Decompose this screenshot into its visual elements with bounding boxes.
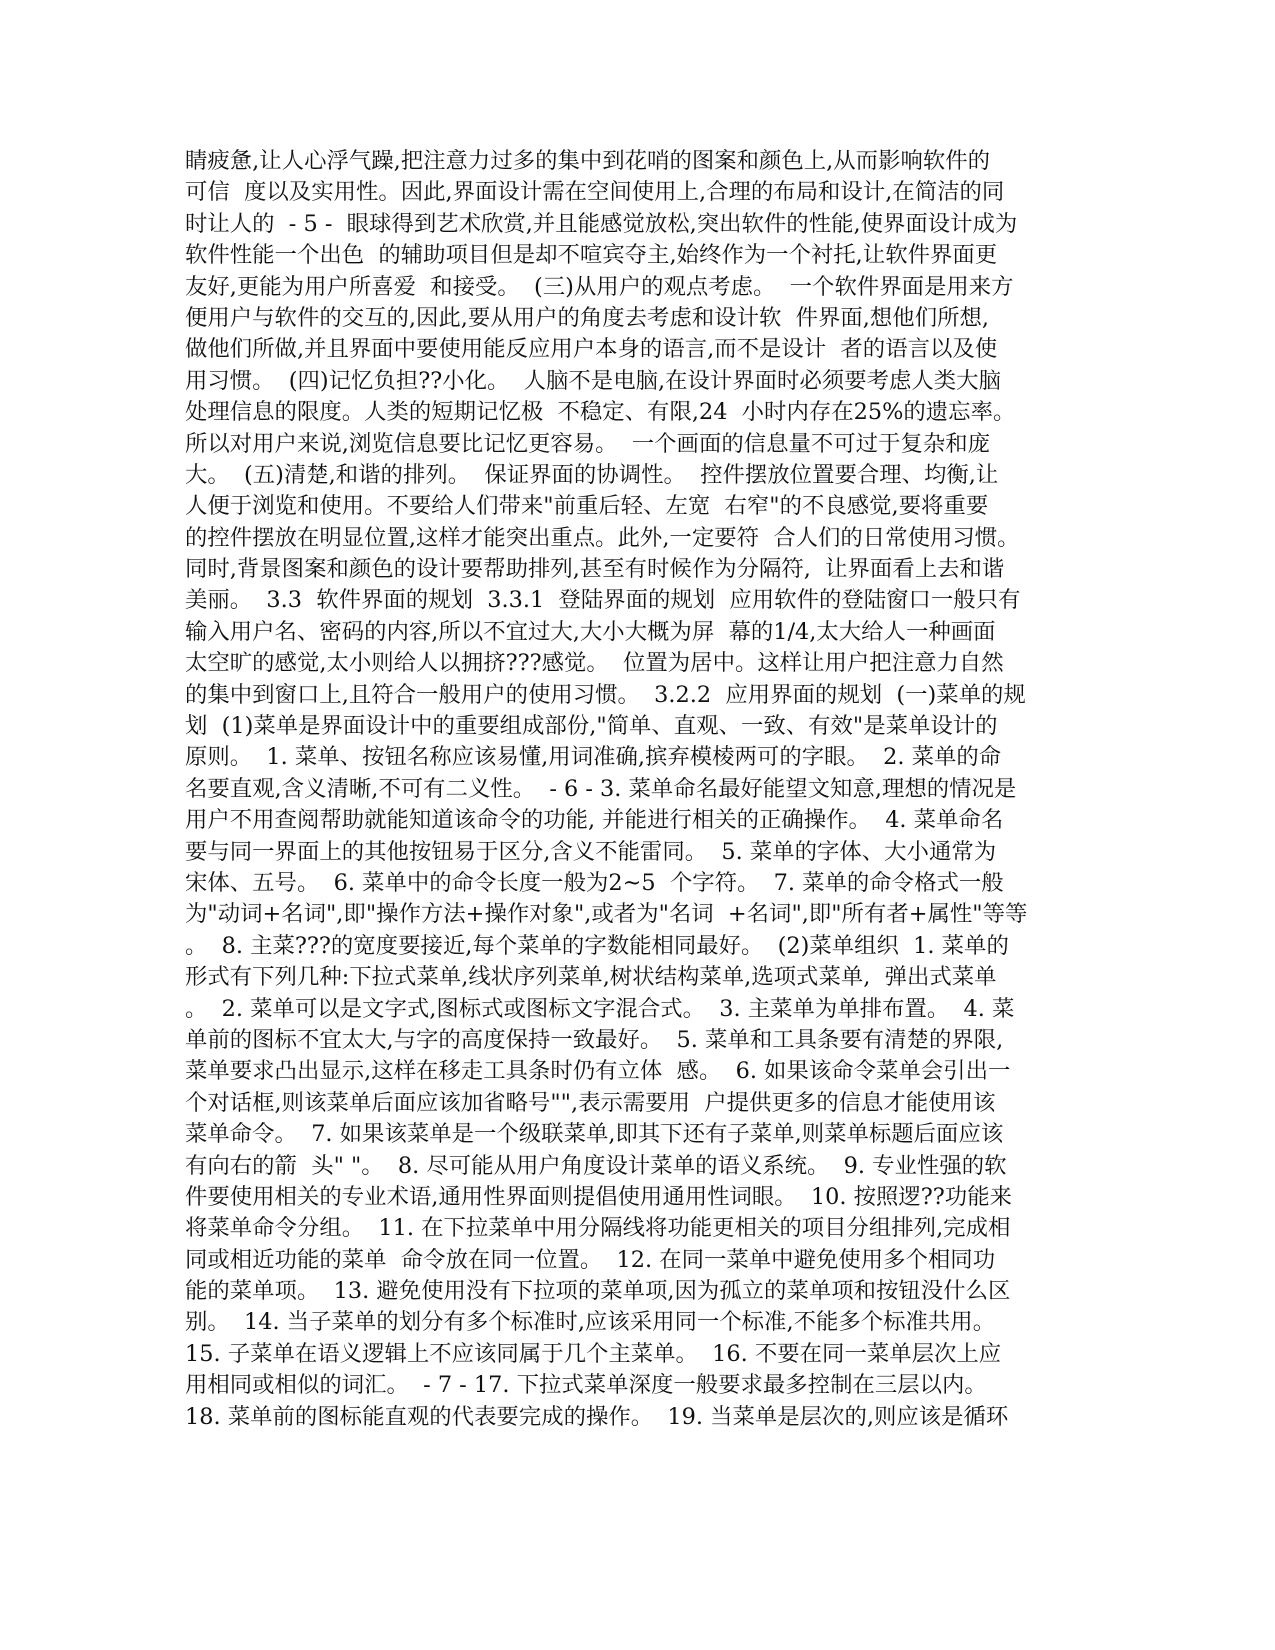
text-line: 将菜单命令分组。 11. 在下拉菜单中用分隔线将功能更相关的项目分组排列,完成相 <box>185 1215 1011 1242</box>
text-line: 美丽。 3.3 软件界面的规划 3.3.1 登陆界面的规划 应用软件的登陆窗口一般只有 <box>185 587 1021 614</box>
body-text <box>185 146 1090 1433</box>
text-line: 有向右的箭 头" "。 8. 尽可能从用户角度设计菜单的语义系统。 9. 专业性强的软 <box>185 1152 1007 1179</box>
text-line: 时让人的 - 5 - 眼球得到艺术欣赏,并且能感觉放松,突出软件的性能,使界面设计成为 <box>185 210 1018 237</box>
text-line: 用户不用查阅帮助就能知道该命令的功能, 并能进行相关的正确操作。 4. 菜单命名 <box>185 807 1004 834</box>
text-line: 睛疲惫,让人心浮气躁,把注意力过多的集中到花哨的图案和颜色上,从而影响软件的 <box>185 148 991 174</box>
text-line: 友好,更能为用户所喜爱 和接受。 (三)从用户的观点考虑。 一个软件界面是用来方 <box>185 273 1014 300</box>
text-line: 原则。 1. 菜单、按钮名称应该易懂,用词准确,摈弃模棱两可的字眼。 2. 菜单的命 <box>185 744 1002 771</box>
text-line: 菜单要求凸出显示,这样在移走工具条时仍有立体 感。 6. 如果该命令菜单会引出一 <box>185 1058 1011 1085</box>
text-line: 太空旷的感觉,太小则给人以拥挤???感觉。 位置为居中。这样让用户把注意力自然 <box>185 650 1004 677</box>
text-line: 的控件摆放在明显位置,这样才能突出重点。此外,一定要符 合人们的日常使用习惯。 <box>185 524 1020 551</box>
text-line: 做他们所做,并且界面中要使用能反应用户本身的语言,而不是设计 者的语言以及使 <box>185 336 998 363</box>
text-line: 的集中到窗口上,且符合一般用户的使用习惯。 3.2.2 应用界面的规划 (一)菜单的规 <box>185 681 1026 708</box>
text-line: 宋体、五号。 6. 菜单中的命令长度一般为2~5 个字符。 7. 菜单的命令格式一般 <box>185 869 1004 896</box>
text-line: 18. 菜单前的图标能直观的代表要完成的操作。 19. 当菜单是层次的,则应该是循环 <box>185 1403 1009 1430</box>
text-line: 。 8. 主菜???的宽度要接近,每个菜单的字数能相同最好。 (2)菜单组织 1. 菜单的 <box>185 932 1009 959</box>
text-line: 人便于浏览和使用。不要给人们带来"前重后轻、左宽 右窄"的不良感觉,要将重要 <box>185 493 989 520</box>
text-line: 能的菜单项。 13. 避免使用没有下拉项的菜单项,因为孤立的菜单项和按钮没什么区 <box>185 1278 1011 1305</box>
text-line: 件要使用相关的专业术语,通用性界面则提倡使用通用性词眼。 10. 按照逻??功能来 <box>185 1183 1012 1210</box>
text-line: 处理信息的限度。人类的短期记忆极 不稳定、有限,24 小时内存在25%的遗忘率。 <box>185 399 1016 426</box>
text-line: 划 (1)菜单是界面设计中的重要组成部份,"简单、直观、一致、有效"是菜单设计的 <box>185 713 998 740</box>
text-line: 用习惯。 (四)记忆负担??小化。 人脑不是电脑,在设计界面时必须要考虑人类大脑 <box>185 367 1001 394</box>
text-line: 菜单命令。 7. 如果该菜单是一个级联菜单,即其下还有子菜单,则菜单标题后面应该 <box>185 1121 1004 1148</box>
text-line: 可信 度以及实用性。因此,界面设计需在空间使用上,合理的布局和设计,在简洁的同 <box>185 179 1005 206</box>
text-line: 。 2. 菜单可以是文字式,图标式或图标文字混合式。 3. 主菜单为单排布置。 4. 菜 <box>185 995 1015 1022</box>
text-line: 要与同一界面上的其他按钮易于区分,含义不能雷同。 5. 菜单的字体、大小通常为 <box>185 838 997 865</box>
text-line: 单前的图标不宜太大,与字的高度保持一致最好。 5. 菜单和工具条要有清楚的界限, <box>185 1026 1004 1053</box>
text-line: 用相同或相似的词汇。 - 7 - 17. 下拉式菜单深度一般要求最多控制在三层以内。 <box>185 1372 987 1399</box>
text-line: 所以对用户来说,浏览信息要比记忆更容易。 一个画面的信息量不可过于复杂和庞 <box>185 430 991 457</box>
text-line: 同或相近功能的菜单 命令放在同一位置。 12. 在同一菜单中避免使用多个相同功 <box>185 1246 996 1273</box>
text-line: 软件性能一个出色 的辅助项目但是却不喧宾夺主,始终作为一个衬托,让软件界面更 <box>185 242 998 269</box>
text-line: 为"动词+名词",即"操作方法+操作对象",或者为"名词 +名词",即"所有者+属性"等等 <box>185 901 1028 928</box>
text-line: 15. 子菜单在语义逻辑上不应该同属于几个主菜单。 16. 不要在同一菜单层次上应 <box>185 1340 1002 1367</box>
text-line: 同时,背景图案和颜色的设计要帮助排列,甚至有时候作为分隔符, 让界面看上去和谐 <box>185 556 1005 583</box>
text-line: 输入用户名、密码的内容,所以不宜过大,大小大概为屏 幕的1/4,太大给人一种画面 <box>185 618 996 645</box>
text-line: 便用户与软件的交互的,因此,要从用户的角度去考虑和设计软 件界面,想他们所想, <box>185 304 989 331</box>
text-line: 名要直观,含义清晰,不可有二义性。 - 6 - 3. 菜单命名最好能望文知意,理想的情况是 <box>185 775 1017 802</box>
text-line: 大。 (五)清楚,和谐的排列。 保证界面的协调性。 控件摆放位置要合理、均衡,让 <box>185 461 999 488</box>
text-line: 个对话框,则该菜单后面应该加省略号"",表示需要用 户提供更多的信息才能使用该 <box>185 1089 996 1116</box>
text-line: 别。 14. 当子菜单的划分有多个标准时,应该采用同一个标准,不能多个标准共用。 <box>185 1309 996 1336</box>
text-line: 形式有下列几种:下拉式菜单,线状序列菜单,树状结构菜单,选项式菜单, 弹出式菜单 <box>185 964 997 991</box>
